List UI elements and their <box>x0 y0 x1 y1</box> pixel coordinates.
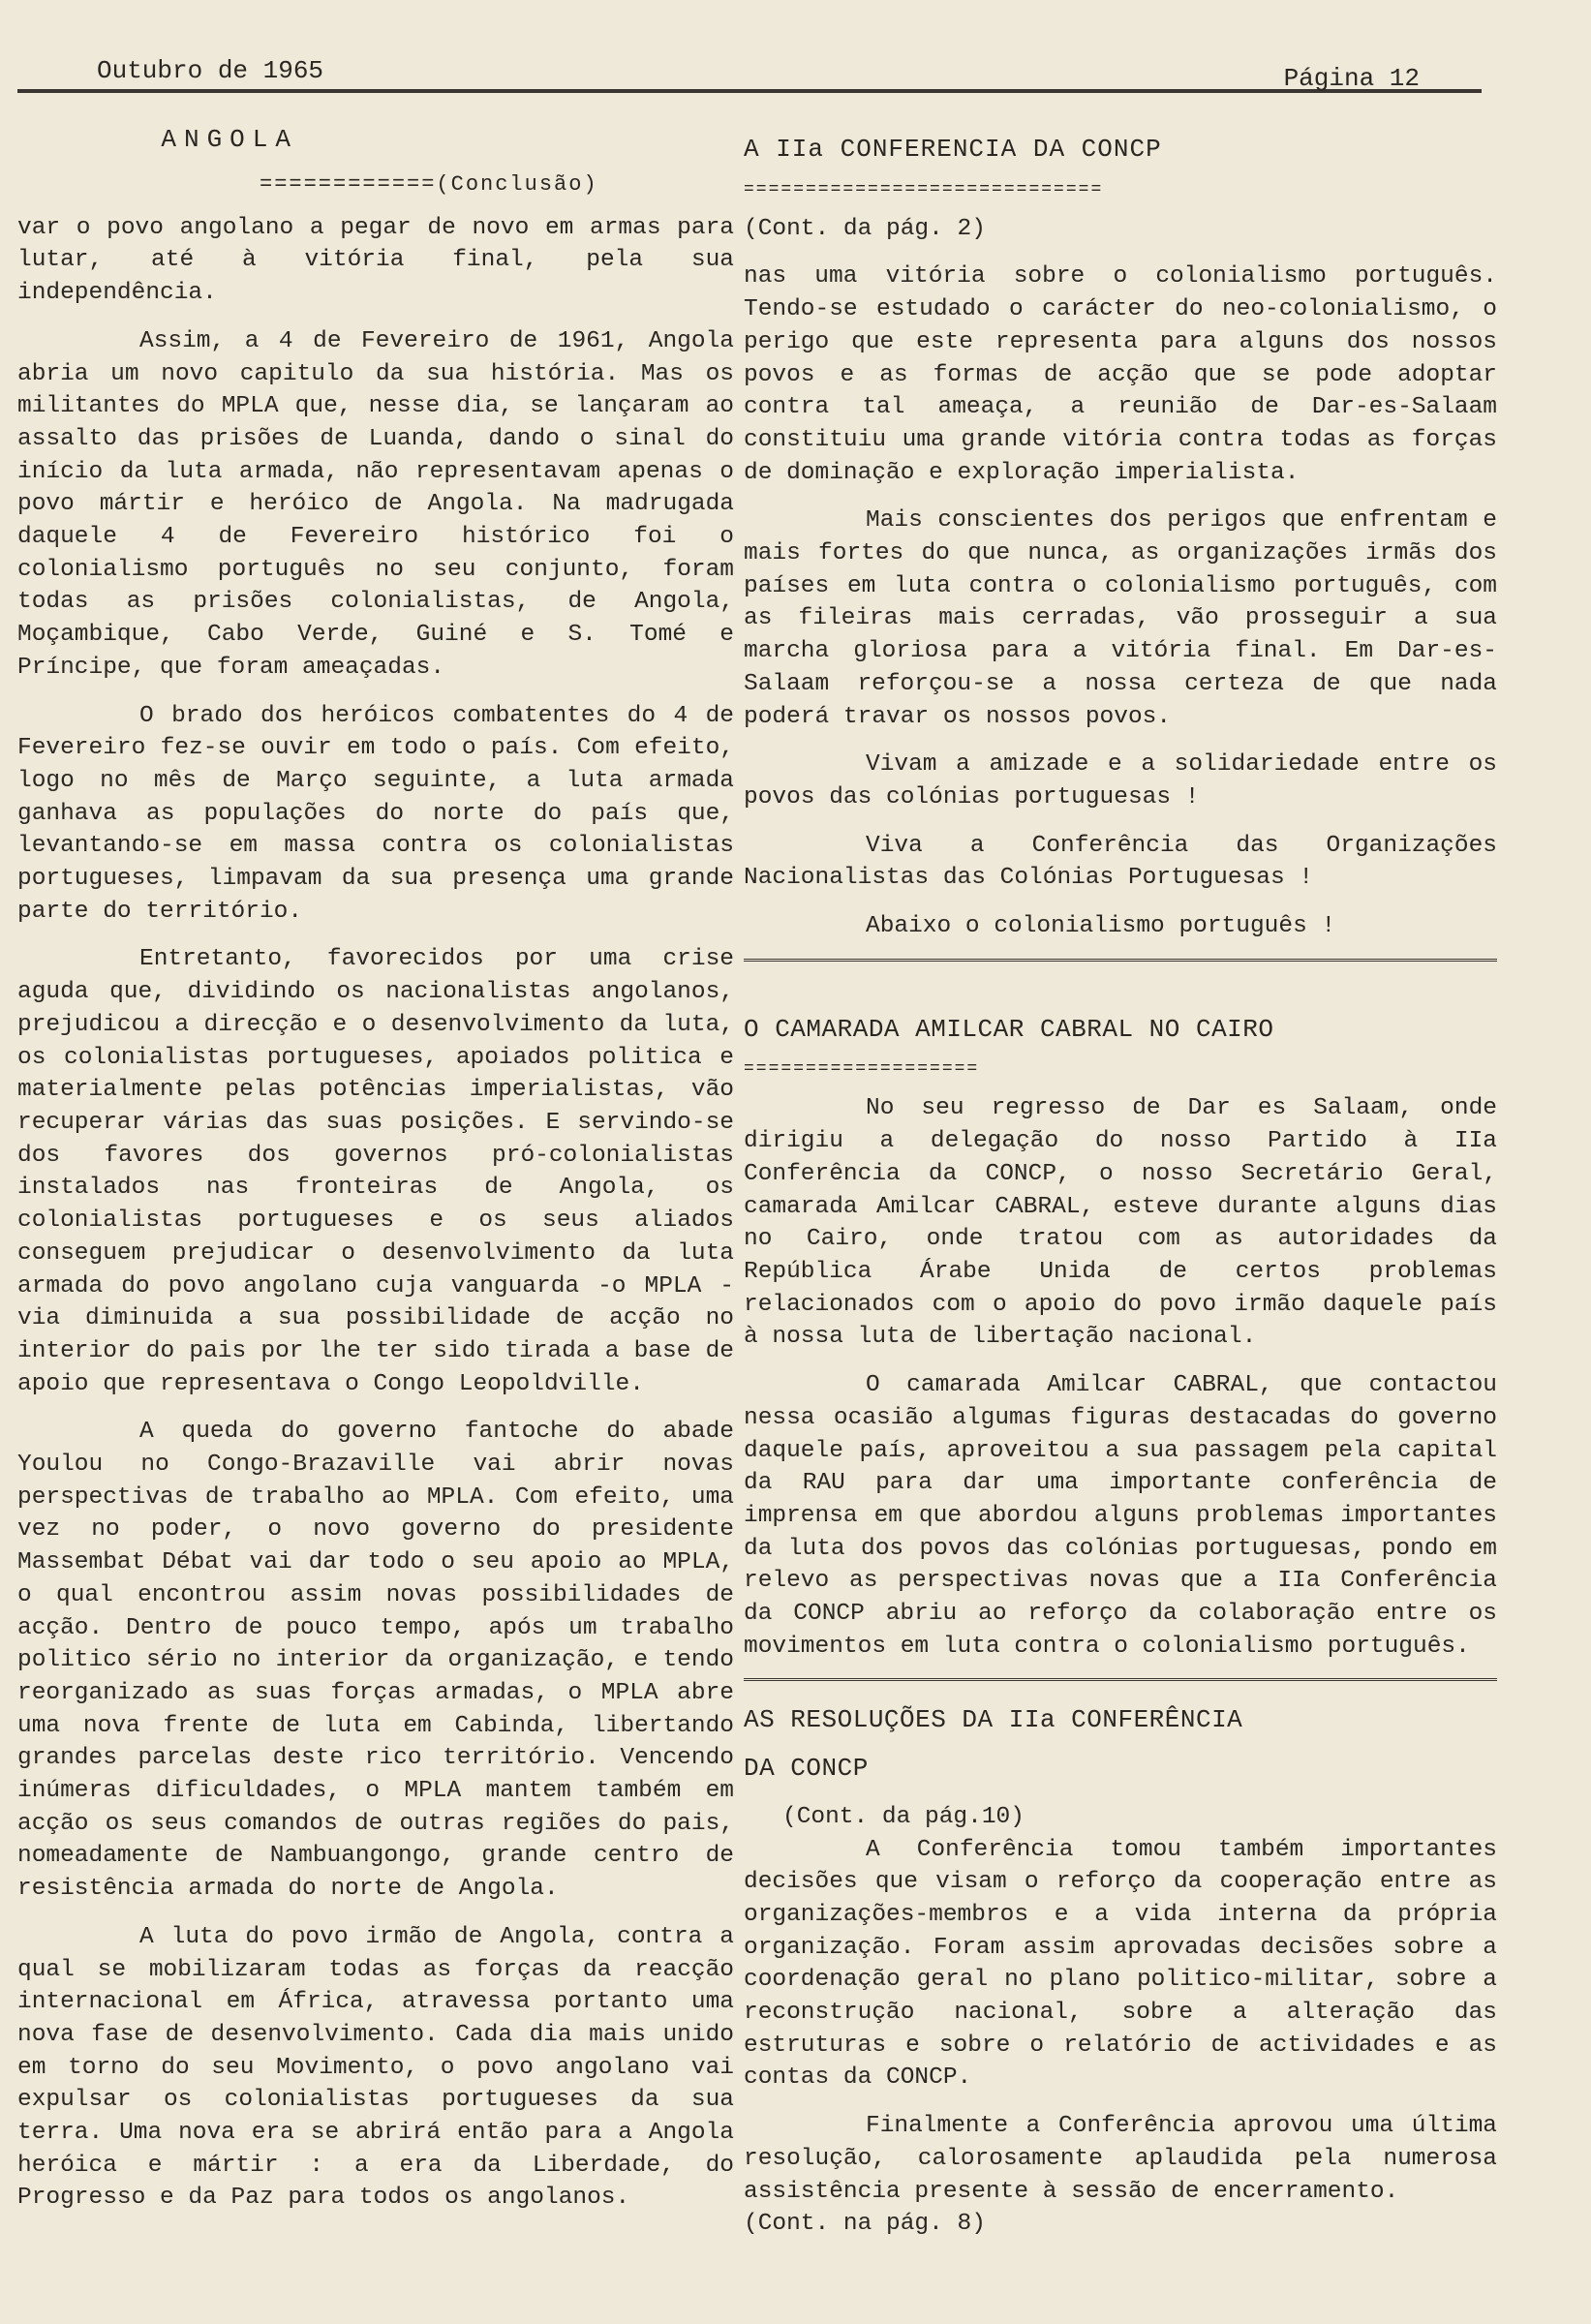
concp-continuation-note: (Cont. da pág. 2) <box>744 215 986 242</box>
angola-title: ANGOLA <box>161 125 298 154</box>
resolutions-continuation-note: (Cont. da pág.10) <box>782 1803 1025 1830</box>
angola-paragraph-5: A queda do governo fantoche do abade Youlou no Congo-Brazaville vai abrir novas perspectivas de trabalho ao MPLA. Com efeito, uma vez no poder, o novo governo do presidente Massembat Débat vai dar todo o seu apoio ao MPLA, o qual encontrou assim novas possibilidades de acção. Dentro de pouco tempo, após um trabalho politico sério no interior da organização, e tendo reorganizado as suas forças armadas, o MPLA abre uma nova frente de luta em Cabinda, libertando grandes parcelas deste rico território. Vencendo inúmeras dificuldades, o MPLA mantem também em acção os seus comandos de outras regiões do pais, nomeadamente de Nambuangongo, grande centro de resistência armada do norte de Angola. <box>17 1419 734 1903</box>
resolutions-title-line-2: DA CONCP <box>744 1754 869 1784</box>
concp-article <box>744 134 1497 943</box>
angola-article <box>17 124 734 2230</box>
concp-paragraph-2: Mais conscientes dos perigos que enfrentam e mais fortes do que nunca, as organizações irmãs dos países em luta contra o colonialismo português, com as fileiras mais cerradas, vão prosseguir a sua marcha gloriosa para a vitória final. Em Dar-es-Salaam reforçou-se a nossa certeza de que nada poderá travar os nossos povos. <box>744 507 1497 730</box>
right-column <box>744 134 1497 2256</box>
resolutions-continued-note: (Cont. na pág. 8) <box>744 2211 986 2238</box>
cabral-title: O CAMARADA AMILCAR CABRAL NO CAIRO <box>744 1014 1274 1044</box>
concp-paragraph-5: Abaixo o colonialismo português ! <box>866 913 1336 940</box>
issue-date: Outubro de 1965 <box>97 56 324 85</box>
cabral-paragraph-2: O camarada Amilcar CABRAL, que contactou nessa ocasião algumas figuras destacadas do governo daquele país, aproveitou a sua passagem pela capital da RAU para dar uma importante conferência de imprensa em que abordou alguns problemas importantes da luta dos povos das colónias portuguesas, pondo em relevo as perspectivas novas que a IIa Conferência da CONCP abriu ao reforço da colaboração entre os movimentos em luta contra o colonialismo português. <box>744 1372 1497 1660</box>
page-header <box>17 54 1482 93</box>
concp-title-rule: ============================= <box>744 179 1104 199</box>
resolutions-paragraph-1: A Conferência tomou também importantes decisões que visam o reforço da cooperação entre as organizações-membros e a vida interna da própria organização. Foram assim aprovadas decisões sobre a coordenação geral no plano politico-militar, sobre a reconstrução nacional, sobre a alteração das estruturas e sobre o relatório de actividades e as contas da CONCP. <box>744 1836 1497 2092</box>
angola-paragraph-2: Assim, a 4 de Fevereiro de 1961, Angola abria um novo capitulo da sua história. Mas os militantes do MPLA que, nesse dia, se lançaram ao assalto das prisões de Luanda, dando o sinal do início da luta armada, não representavam apenas o povo mártir e heróico de Angola. Na madrugada daquele 4 de Fevereiro histórico foi o colonialismo português no seu conjunto, foram todas as prisões colonialistas, de Angola, Moçambique, Cabo Verde, Guiné e S. Tomé e Príncipe, que foram ameaçadas. <box>17 327 734 681</box>
angola-title-block <box>17 124 734 158</box>
angola-paragraph-1: var o povo angolano a pegar de novo em armas para lutar, até à vitória final, pela sua independência. <box>17 214 734 307</box>
resolutions-title-line-1: AS RESOLUÇÕES DA IIa CONFERÊNCIA <box>744 1705 1243 1735</box>
section-divider <box>744 959 1497 965</box>
angola-title-rule: ============(Conclusão) <box>260 171 598 197</box>
page-number: Página 12 <box>1283 64 1420 93</box>
concp-paragraph-3: Vivam a amizade e a solidariedade entre os povos das colónias portuguesas ! <box>744 751 1497 810</box>
angola-paragraph-3: O brado dos heróicos combatentes do 4 de Fevereiro fez-se ouvir em todo o país. Com efeito, logo no mês de Março seguinte, a luta armada ganhava as populações do norte do país que, levantando-se em massa contra os colonialistas portugueses, limpavam da sua presença uma grande parte do território. <box>17 702 734 925</box>
angola-paragraph-6: A luta do povo irmão de Angola, contra a qual se mobilizaram todas as forças da reacção internacional em África, atravessa portanto uma nova fase de desenvolvimento. Cada dia mais unido em torno do seu Movimento, o povo angolano vai expulsar os colonialistas portugueses da sua terra. Uma nova era se abrirá então para a Angola heróica e mártir : a era da Liberdade, do Progresso e da Paz para todos os angolanos. <box>17 1923 734 2212</box>
concp-title: A IIa CONFERENCIA DA CONCP <box>744 135 1162 164</box>
resolutions-paragraph-2: Finalmente a Conferência aprovou uma última resolução, calorosamente aplaudida pela numerosa assistência presente à sessão de encerramento. <box>744 2113 1497 2205</box>
angola-paragraph-4: Entretanto, favorecidos por uma crise aguda que, dividindo os nacionalistas angolanos, prejudicou a direcção e o desenvolvimento da luta, os colonialistas portugueses, apoiados politica e materialmente pelas potências imperialistas, vão recuperar várias das suas posições. E servindo-se dos favores dos governos pró-colonialistas instalados nas fronteiras de Angola, os colonialistas portugueses e os seus aliados conseguem prejudicar o desenvolvimento da luta armada do povo angolano cuja vanguarda -o MPLA - via diminuida a sua possibilidade de acção no interior do pais por lhe ter sido tirada a base de apoio que representava o Congo Leopoldville. <box>17 946 734 1397</box>
cabral-paragraph-1: No seu regresso de Dar es Salaam, onde dirigiu a delegação do nosso Partido à IIa Conferência da CONCP, o nosso Secretário Geral, camarada Amilcar CABRAL, esteve durante alguns dias no Cairo, onde tratou com as autoridades da República Árabe Unida de certos problemas relacionados com o apoio do povo irmão daquele país à nossa luta de libertação nacional. <box>744 1095 1497 1351</box>
concp-paragraph-4: Viva a Conferência das Organizações Nacionalistas das Colónias Portuguesas ! <box>744 832 1497 892</box>
resolutions-article <box>744 1704 1497 2241</box>
concp-paragraph-1: nas uma vitória sobre o colonialismo português. Tendo-se estudado o carácter do neo-colonialismo, o perigo que este representa para alguns dos nossos povos e as formas de acção que se pode adoptar contra tal ameaça, a reunião de Dar-es-Salaam constituiu uma grande vitória contra todas as forças de dominação e exploração imperialista. <box>744 263 1497 486</box>
cabral-article <box>744 1014 1497 1664</box>
section-divider <box>744 1678 1497 1685</box>
cabral-title-rule: =================== <box>744 1059 980 1080</box>
